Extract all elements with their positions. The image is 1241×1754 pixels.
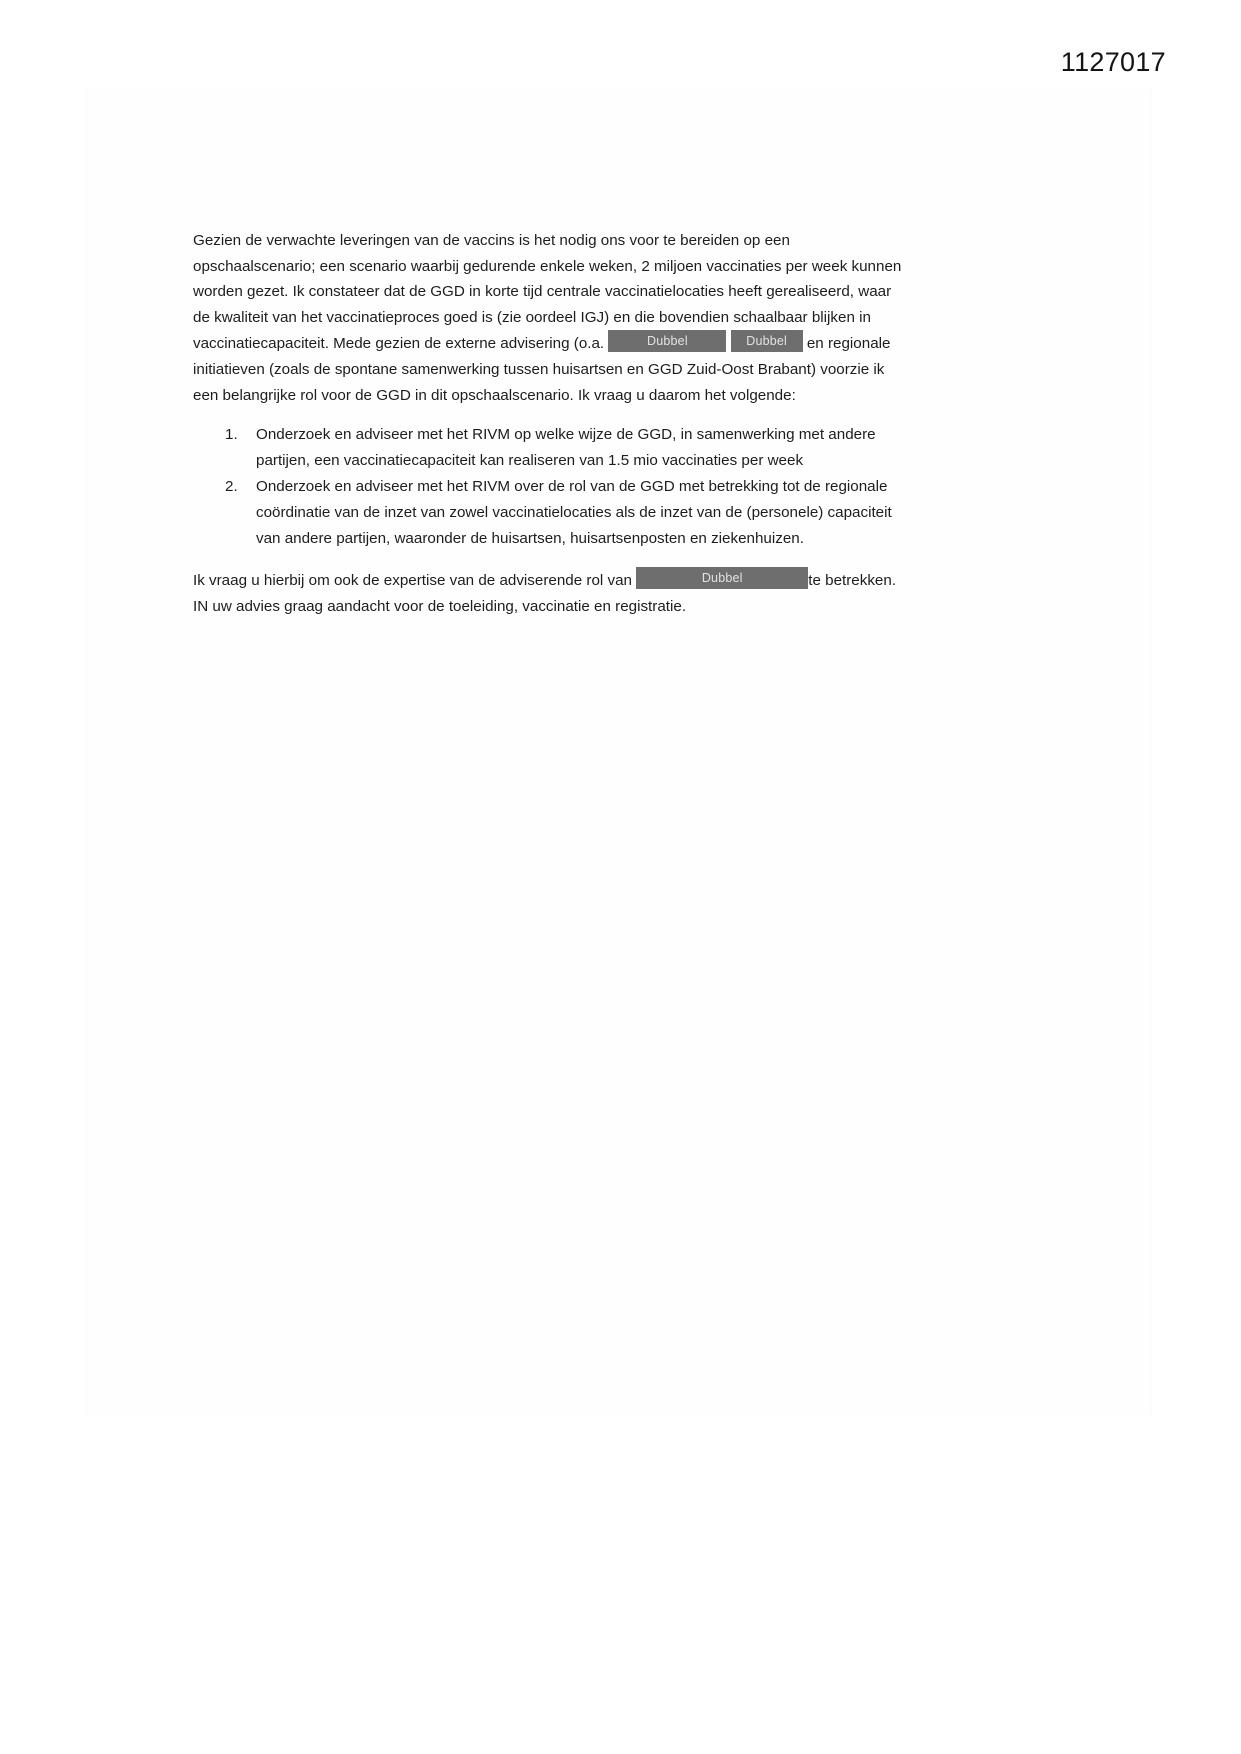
redaction-box-dubbel-2: Dubbel: [731, 330, 803, 352]
redaction-box-dubbel-1: Dubbel: [608, 330, 726, 352]
list-item: [193, 474, 911, 551]
request-list: [193, 422, 911, 551]
intro-paragraph-text-before-redactions: Gezien de verwachte leveringen van de vaccins is het nodig ons voor te bereiden op een opschaalscenario; een scenario waarbij gedurende enkele weken, 2 miljoen vaccinaties per week kunnen worden gezet. Ik constateer dat de GGD in korte tijd centrale vaccinatielocaties heeft gerealiseerd, waar de kwaliteit van het vaccinatieproces goed is (zie oordeel IGJ) en die bovendien schaalbaar blijken in vaccinatiecapaciteit. Mede gezien de externe advisering (o.a.: [193, 232, 902, 353]
list-item: [193, 422, 911, 473]
redaction-box-dubbel-3: Dubbel: [636, 567, 808, 589]
list-item-text: Onderzoek en adviseer met het RIVM over de rol van de GGD met betrekking tot de regionale coördinatie van de inzet van zowel vaccinatielocaties als de inzet van de (personele) capaciteit van andere partijen, waaronder de huisartsen, huisartsenposten en ziekenhuizen.: [256, 478, 892, 547]
document-body: [193, 228, 911, 633]
document-page-number: 1127017: [1060, 47, 1166, 77]
intro-paragraph-text-after-redactions: en regionale initiatieven (zoals de spontane samenwerking tussen huisartsen en GGD Zuid-Oost Brabant) voorzie ik een belangrijke rol voor de GGD in dit opschaalscenario. Ik vraag u daarom het volgende:: [193, 335, 891, 404]
closing-paragraph-text-after-redaction: te betrekken. IN uw advies graag aandacht voor de toeleiding, vaccinatie en registratie.: [193, 572, 897, 615]
closing-paragraph-text-before-redaction: Ik vraag u hierbij om ook de expertise van de adviserende rol van: [193, 572, 632, 590]
intro-paragraph: [193, 228, 911, 408]
closing-paragraph: [193, 567, 911, 619]
list-item-text: Onderzoek en adviseer met het RIVM op welke wijze de GGD, in samenwerking met andere partijen, een vaccinatiecapaciteit kan realiseren van 1.5 mio vaccinaties per week: [256, 426, 876, 469]
